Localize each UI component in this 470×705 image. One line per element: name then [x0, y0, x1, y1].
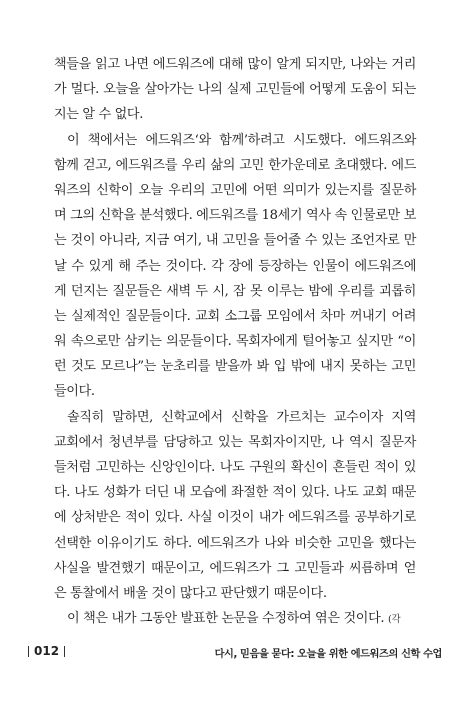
folio-bar-right — [64, 646, 65, 657]
text-line: 는 실제적인 질문들이다. 교회 소그룹 모임에서 차마 꺼내기 어려 — [54, 308, 416, 324]
text-line: 런 것도 모르나”는 눈초리를 받을까 봐 입 밖에 내지 못하는 고민 — [54, 359, 416, 375]
text-line: 가 멀다. 오늘을 살아가는 나의 실제 고민들에 어떻게 도움이 되는 — [54, 82, 416, 98]
text-line: 들처럼 고민하는 신앙인이다. 나도 구원의 확신이 흔들린 적이 있 — [54, 460, 416, 475]
text-line-tail: (각 — [388, 614, 401, 626]
body-text — [54, 52, 416, 631]
text-line: 워 속으로만 삼키는 의문들이다. 목회자에게 털어놓고 싶지만 “이 — [54, 334, 416, 350]
text-line: 교회에서 청년부를 담당하고 있는 목회자이지만, 나 역시 질문자 — [54, 434, 416, 450]
text-line: 사실을 발견했기 때문이고, 에드워즈가 그 고민들과 씨름하며 얻 — [54, 560, 416, 576]
text-line: 지는 알 수 없다. — [54, 107, 144, 123]
running-head: 다시, 믿음을 묻다: 오늘을 위한 에드워즈의 신학 수업 — [214, 649, 442, 660]
text-line: 책들을 읽고 나면 에드워즈에 대해 많이 알게 되지만, 나와는 거리 — [54, 57, 416, 72]
paragraph-start-line: 솔직히 말하면, 신학교에서 신학을 가르치는 교수이자 지역 — [67, 409, 416, 425]
text-line: 에 상처받은 적이 있다. 사실 이것이 내가 에드워즈를 공부하기로 — [54, 510, 416, 526]
text-line: 며 그의 신학을 분석했다. 에드워즈를 18세기 역사 속 인물로만 보 — [54, 208, 416, 224]
page-footer — [28, 644, 442, 662]
text-line: 들이다. — [54, 384, 95, 400]
paragraph-start-line — [54, 606, 416, 631]
folio-bar-left — [28, 646, 29, 657]
text-line-main: 이 책은 내가 그동안 발표한 논문을 수정하여 엮은 것이다. — [67, 611, 385, 627]
text-line: 선택한 이유이기도 하다. 에드워즈가 나와 비슷한 고민을 했다는 — [54, 535, 416, 551]
page-number: 012 — [34, 644, 60, 658]
text-line: 워즈의 신학이 오늘 우리의 고민에 어떤 의미가 있는지를 질문하 — [54, 182, 416, 198]
folio — [28, 644, 65, 658]
text-line: 는 것이 아니라, 지금 여기, 내 고민을 들어줄 수 있는 조언자로 만 — [54, 233, 416, 249]
text-line: 함께 걷고, 에드워즈를 우리 삶의 고민 한가운데로 초대했다. 에드 — [54, 157, 416, 173]
text-line: 다. 나도 성화가 더딘 내 모습에 좌절한 적이 있다. 나도 교회 때문 — [54, 485, 416, 501]
text-line: 날 수 있게 해 주는 것이다. 각 장에 등장하는 인물이 에드워즈에 — [54, 258, 416, 274]
paragraph-start-line: 이 책에서는 에드워즈‘와 함께’하려고 시도했다. 에드워즈와 — [67, 132, 416, 148]
text-line: 은 통찰에서 배울 것이 많다고 판단했기 때문이다. — [54, 585, 327, 601]
text-line: 게 던지는 질문들은 새벽 두 시, 잠 못 이루는 밤에 우리를 괴롭히 — [54, 283, 416, 299]
